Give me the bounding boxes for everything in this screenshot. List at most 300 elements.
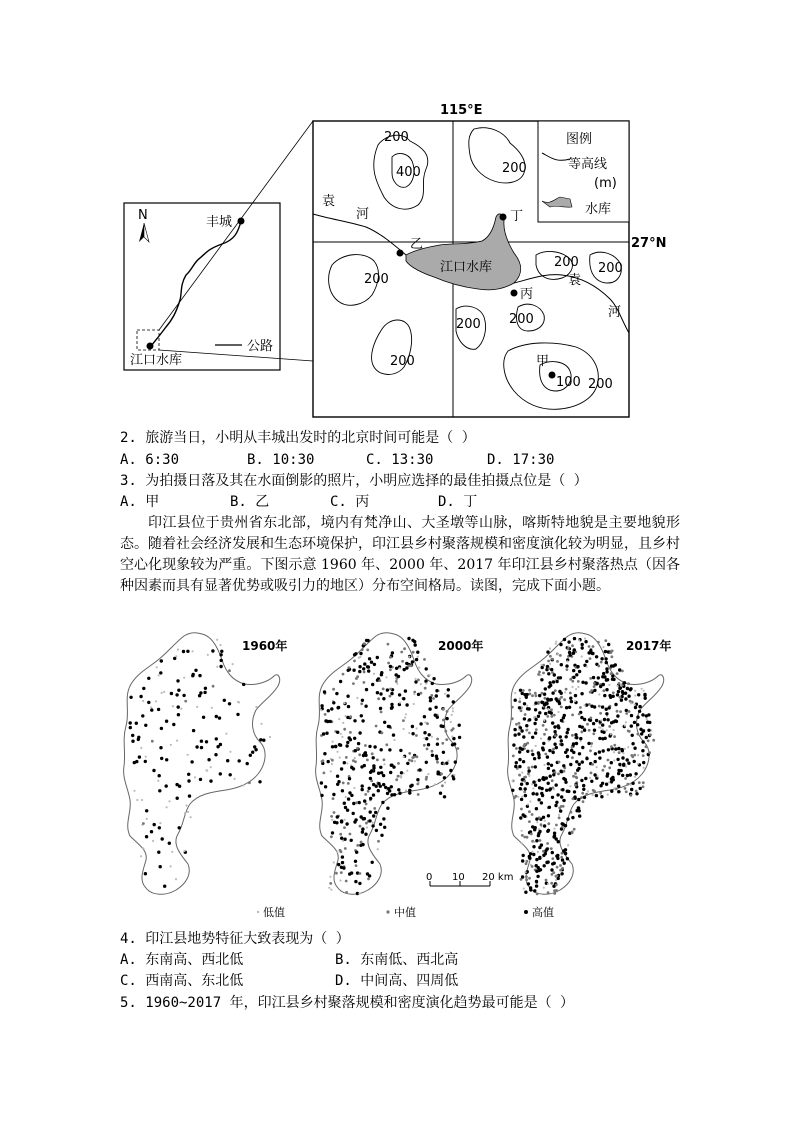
settlement-dot bbox=[375, 785, 378, 788]
settlement-dot bbox=[322, 732, 325, 735]
settlement-dot bbox=[215, 715, 218, 718]
settlement-dot bbox=[589, 657, 592, 660]
settlement-dot bbox=[533, 841, 535, 843]
settlement-dot bbox=[571, 734, 574, 737]
settlement-dot bbox=[405, 713, 407, 715]
settlement-dot bbox=[225, 733, 227, 735]
settlement-dot bbox=[190, 816, 192, 818]
settlement-dot bbox=[638, 781, 641, 784]
settlement-dot bbox=[580, 779, 583, 782]
settlement-dot bbox=[380, 771, 383, 774]
settlement-dot bbox=[649, 733, 652, 736]
settlement-dot bbox=[411, 759, 414, 762]
settlement-dot bbox=[592, 676, 595, 679]
settlement-dot bbox=[553, 828, 555, 830]
north-arrow-icon bbox=[139, 223, 149, 242]
settlement-dot bbox=[338, 743, 341, 746]
settlement-dot bbox=[389, 668, 392, 671]
settlement-dot bbox=[332, 793, 335, 796]
settlement-dot bbox=[624, 725, 626, 727]
settlement-dot bbox=[630, 788, 633, 791]
settlement-dot bbox=[411, 732, 414, 735]
question-2-option-b[interactable]: B. 10:30 bbox=[247, 452, 315, 468]
settlement-dot bbox=[336, 851, 338, 853]
settlement-dot bbox=[595, 719, 598, 722]
settlement-dot bbox=[563, 770, 566, 773]
settlement-dot bbox=[401, 660, 404, 663]
settlement-dot bbox=[594, 760, 597, 763]
settlement-dot bbox=[543, 764, 545, 766]
settlement-dot bbox=[374, 811, 377, 814]
settlement-dot bbox=[547, 708, 549, 710]
settlement-dot bbox=[405, 790, 407, 792]
settlement-dot bbox=[600, 661, 603, 664]
settlement-dot bbox=[383, 758, 386, 761]
settlement-dot bbox=[528, 718, 531, 721]
settlement-dot bbox=[328, 887, 330, 889]
settlement-dot bbox=[538, 711, 541, 714]
settlement-dot bbox=[423, 715, 426, 718]
settlement-dot bbox=[553, 725, 556, 728]
settlement-dot bbox=[371, 683, 374, 686]
settlement-dot bbox=[359, 872, 362, 875]
settlement-dot bbox=[541, 856, 543, 858]
contour-label: 200 bbox=[456, 317, 481, 332]
settlement-dot bbox=[621, 756, 624, 759]
settlement-dot bbox=[349, 731, 352, 734]
settlement-dot bbox=[544, 712, 547, 715]
point-yi-label: 乙 bbox=[410, 237, 424, 252]
settlement-dot bbox=[403, 728, 405, 730]
contour-label: 200 bbox=[364, 272, 389, 287]
settlement-dot bbox=[592, 722, 595, 725]
settlement-dot bbox=[160, 727, 163, 730]
settlement-dot bbox=[557, 840, 560, 843]
settlement-dot bbox=[618, 668, 621, 671]
settlement-dot bbox=[142, 822, 145, 825]
settlement-dot bbox=[642, 754, 645, 757]
settlement-dot bbox=[580, 692, 583, 695]
settlement-dot bbox=[347, 797, 350, 800]
settlement-dot bbox=[518, 750, 521, 753]
settlement-dot bbox=[356, 697, 358, 699]
question-2-option-a[interactable]: A. 6:30 bbox=[120, 452, 180, 468]
settlement-dot bbox=[531, 766, 534, 769]
settlement-dot bbox=[555, 783, 558, 786]
settlement-dot bbox=[341, 789, 344, 792]
settlement-dot bbox=[386, 807, 389, 810]
settlement-dot bbox=[540, 738, 542, 740]
settlement-dot bbox=[547, 672, 550, 675]
settlement-dot bbox=[336, 731, 339, 734]
question-2-option-c[interactable]: C. 13:30 bbox=[366, 452, 434, 468]
settlement-dot bbox=[340, 871, 343, 874]
settlement-dot bbox=[534, 708, 537, 711]
settlement-dot bbox=[567, 640, 570, 643]
settlement-dot bbox=[563, 638, 566, 641]
settlement-dot bbox=[583, 729, 586, 732]
settlement-dot bbox=[372, 822, 374, 824]
settlement-dot bbox=[517, 732, 520, 735]
settlement-dot bbox=[531, 694, 534, 697]
settlement-dot bbox=[553, 673, 556, 676]
year-label-1960: 1960年 bbox=[242, 639, 288, 653]
settlement-dot bbox=[631, 734, 634, 737]
settlement-dot bbox=[637, 733, 640, 736]
settlement-dot bbox=[525, 871, 527, 873]
settlement-dot bbox=[635, 792, 638, 795]
settlement-dot bbox=[527, 766, 530, 769]
settlement-dot bbox=[546, 842, 549, 845]
settlement-dot bbox=[413, 691, 416, 694]
settlement-dot bbox=[575, 688, 577, 690]
settlement-dot bbox=[596, 766, 598, 768]
settlement-dot bbox=[379, 785, 382, 788]
settlement-dot bbox=[574, 700, 576, 702]
north-label: N bbox=[138, 208, 148, 223]
question-3-option-a[interactable]: A. 甲 bbox=[120, 494, 160, 510]
settlement-dot bbox=[242, 683, 245, 686]
settlement-dot bbox=[379, 707, 382, 710]
settlement-dot bbox=[534, 692, 537, 695]
settlement-dot bbox=[337, 706, 340, 709]
settlement-dot bbox=[435, 689, 438, 692]
settlement-dot bbox=[390, 764, 393, 767]
settlement-dot bbox=[552, 773, 555, 776]
settlement-dot bbox=[556, 857, 559, 860]
settlement-dot bbox=[363, 799, 366, 802]
settlement-dot bbox=[555, 801, 558, 804]
settlement-dot bbox=[443, 776, 446, 779]
settlement-dot bbox=[550, 847, 553, 850]
settlement-dot bbox=[216, 666, 218, 668]
settlement-dot bbox=[592, 645, 595, 648]
settlement-dot bbox=[170, 692, 173, 695]
question-4-option-b[interactable]: B. 东南低、西北高 bbox=[335, 952, 459, 968]
settlement-dot bbox=[617, 790, 620, 793]
settlement-dot bbox=[372, 793, 375, 796]
settlement-dot bbox=[343, 761, 346, 764]
settlement-dot bbox=[523, 815, 526, 818]
settlement-dot bbox=[384, 786, 387, 789]
settlement-dot bbox=[520, 729, 523, 732]
settlement-dot bbox=[395, 778, 398, 781]
settlement-dot bbox=[535, 745, 537, 747]
settlement-dot bbox=[141, 799, 143, 801]
settlement-dot bbox=[203, 691, 206, 694]
settlement-dot bbox=[629, 773, 632, 776]
settlement-dot bbox=[255, 706, 257, 708]
settlement-dot bbox=[408, 732, 410, 734]
settlement-dot bbox=[361, 784, 364, 787]
settlement-dot bbox=[439, 792, 442, 795]
settlement-dot bbox=[136, 799, 138, 801]
question-4-option-c[interactable]: C. 西南高、东北低 bbox=[120, 973, 244, 989]
settlement-dot bbox=[558, 814, 560, 816]
settlement-dot bbox=[613, 751, 615, 753]
road-line bbox=[151, 221, 241, 346]
settlement-dot bbox=[636, 723, 639, 726]
settlement-dot bbox=[360, 765, 363, 768]
contour-label: 200 bbox=[502, 161, 527, 176]
settlement-dot bbox=[602, 728, 604, 730]
settlement-dot bbox=[636, 716, 639, 719]
settlement-dot bbox=[370, 769, 373, 772]
settlement-dot bbox=[535, 817, 538, 820]
settlement-dot bbox=[340, 733, 342, 735]
settlement-dot bbox=[593, 682, 596, 685]
settlement-dot bbox=[589, 677, 592, 680]
settlement-dot bbox=[434, 706, 437, 709]
settlement-dot bbox=[337, 863, 340, 866]
settlement-dot bbox=[511, 717, 514, 720]
settlement-dot bbox=[340, 837, 343, 840]
settlement-dot bbox=[611, 776, 614, 779]
settlement-dot bbox=[559, 809, 562, 812]
settlement-dot bbox=[570, 811, 573, 814]
settlement-dot bbox=[163, 885, 166, 888]
settlement-dot bbox=[372, 814, 375, 817]
settlement-dot bbox=[527, 803, 529, 805]
question-3-option-b[interactable]: B. 乙 bbox=[230, 494, 270, 510]
settlement-dot bbox=[142, 847, 144, 849]
settlement-dot bbox=[630, 784, 632, 786]
settlement-dot bbox=[348, 666, 351, 669]
settlement-dot bbox=[242, 784, 244, 786]
settlement-dot bbox=[607, 748, 610, 751]
settlement-dot bbox=[527, 772, 530, 775]
settlement-dot bbox=[572, 652, 575, 655]
settlement-dot bbox=[356, 747, 359, 750]
settlement-dot bbox=[372, 766, 375, 769]
settlement-dot bbox=[610, 672, 613, 675]
settlement-dot bbox=[600, 719, 602, 721]
settlement-dot bbox=[643, 767, 645, 769]
settlement-dot bbox=[369, 810, 372, 813]
settlement-dot bbox=[146, 818, 148, 820]
settlement-dot bbox=[552, 871, 555, 874]
settlement-dot bbox=[192, 650, 194, 652]
settlement-dot bbox=[559, 770, 562, 773]
question-4-option-a[interactable]: A. 东南高、西北低 bbox=[120, 952, 244, 968]
settlement-dot bbox=[546, 860, 549, 863]
settlement-dot bbox=[403, 772, 405, 774]
settlement-dot bbox=[573, 795, 576, 798]
settlement-dot bbox=[592, 794, 594, 796]
settlement-dot bbox=[634, 690, 636, 692]
settlement-dot bbox=[617, 772, 620, 775]
settlement-dot bbox=[382, 783, 385, 786]
point-bing-label: 丙 bbox=[520, 287, 534, 302]
settlement-dot bbox=[549, 787, 552, 790]
settlement-dot bbox=[358, 882, 361, 885]
settlement-dot bbox=[442, 708, 445, 711]
settlement-dot bbox=[616, 693, 619, 696]
settlement-dot bbox=[563, 698, 566, 701]
settlement-dot bbox=[440, 724, 443, 727]
settlement-dot bbox=[515, 747, 518, 750]
settlement-dot bbox=[581, 646, 584, 649]
settlement-dot bbox=[341, 736, 343, 738]
question-3-option-c[interactable]: C. 丙 bbox=[330, 494, 370, 510]
settlement-dot bbox=[560, 743, 563, 746]
settlement-dot bbox=[408, 752, 411, 755]
settlement-dot bbox=[390, 793, 393, 796]
settlement-dot bbox=[641, 730, 644, 733]
settlement-dot bbox=[580, 716, 583, 719]
settlement-dot bbox=[604, 657, 607, 660]
settlement-dot bbox=[520, 808, 523, 811]
settlement-dot bbox=[175, 783, 178, 786]
settlement-dot bbox=[610, 790, 613, 793]
settlement-dot bbox=[535, 884, 538, 887]
settlement-dot bbox=[598, 693, 600, 695]
settlement-dot bbox=[591, 652, 594, 655]
settlement-dot bbox=[352, 682, 355, 685]
settlement-dot bbox=[540, 843, 543, 846]
year-label-2017: 2017年 bbox=[626, 639, 672, 653]
settlement-dot bbox=[524, 787, 527, 790]
settlement-dot bbox=[440, 773, 443, 776]
settlement-dot bbox=[538, 856, 541, 859]
settlement-dot bbox=[158, 789, 161, 792]
settlement-dot bbox=[382, 774, 385, 777]
settlement-dot bbox=[170, 744, 172, 746]
settlement-dot bbox=[451, 743, 454, 746]
settlement-dot bbox=[590, 742, 593, 745]
settlement-dot bbox=[331, 831, 334, 834]
settlement-dot bbox=[452, 777, 455, 780]
settlement-dot bbox=[363, 662, 366, 665]
reservoir-map-figure bbox=[110, 95, 670, 425]
settlement-dot bbox=[344, 806, 347, 809]
settlement-dot bbox=[555, 680, 558, 683]
settlement-dot bbox=[619, 696, 622, 699]
settlement-dot bbox=[570, 700, 573, 703]
settlement-dot bbox=[614, 747, 617, 750]
settlement-dot bbox=[363, 671, 366, 674]
settlement-dot bbox=[560, 692, 563, 695]
settlement-dot bbox=[249, 754, 252, 757]
settlement-dot bbox=[547, 762, 550, 765]
settlement-dot bbox=[618, 751, 621, 754]
settlement-dot bbox=[572, 676, 575, 679]
settlement-dot bbox=[385, 743, 388, 746]
settlement-dot bbox=[556, 660, 559, 663]
settlement-dot bbox=[387, 787, 390, 790]
settlement-dot bbox=[344, 847, 347, 850]
settlement-dot bbox=[554, 734, 557, 737]
settlement-dot bbox=[330, 835, 333, 838]
settlement-dot bbox=[366, 665, 369, 668]
settlement-dot bbox=[341, 855, 344, 858]
question-4-option-d[interactable]: D. 中间高、四周低 bbox=[335, 973, 459, 989]
settlement-dot bbox=[425, 682, 427, 684]
settlement-dot bbox=[349, 738, 352, 741]
settlement-dot bbox=[613, 787, 615, 789]
settlement-dot bbox=[379, 766, 382, 769]
settlement-dot bbox=[150, 706, 152, 708]
settlement-dot bbox=[355, 801, 358, 804]
settlement-dot bbox=[606, 729, 608, 731]
settlement-dot bbox=[624, 777, 627, 780]
settlement-dot bbox=[446, 694, 449, 697]
settlement-dot bbox=[646, 721, 649, 724]
settlement-dot bbox=[450, 729, 453, 732]
settlement-dot bbox=[555, 824, 558, 827]
settlement-dot bbox=[598, 737, 601, 740]
settlement-dot bbox=[602, 672, 605, 675]
settlement-dot bbox=[135, 760, 138, 763]
settlement-dot bbox=[518, 722, 521, 725]
settlement-dot bbox=[345, 891, 348, 894]
settlement-dot bbox=[336, 783, 339, 786]
settlement-dot bbox=[190, 760, 193, 763]
settlement-dot bbox=[618, 763, 621, 766]
settlement-dot bbox=[569, 697, 572, 700]
settlement-dot bbox=[355, 851, 358, 854]
settlement-dot bbox=[320, 794, 323, 797]
settlement-dot bbox=[543, 720, 545, 722]
settlement-dot bbox=[593, 773, 596, 776]
legend-low-dot bbox=[257, 911, 259, 913]
settlement-dot bbox=[219, 653, 222, 656]
settlement-dot bbox=[543, 864, 546, 867]
settlement-dot bbox=[405, 703, 408, 706]
settlement-dot bbox=[642, 785, 645, 788]
settlement-dot bbox=[596, 682, 599, 685]
settlement-dot bbox=[342, 673, 345, 676]
settlement-dot bbox=[581, 655, 583, 657]
settlement-dot bbox=[445, 738, 448, 741]
settlement-dot bbox=[367, 790, 370, 793]
settlement-dot bbox=[346, 809, 349, 812]
settlement-dot bbox=[584, 638, 586, 640]
question-2-option-d[interactable]: D. 17:30 bbox=[487, 452, 555, 468]
settlement-dot bbox=[364, 705, 367, 708]
settlement-dot bbox=[358, 801, 361, 804]
settlement-dot bbox=[638, 705, 641, 708]
settlement-dot bbox=[631, 755, 634, 758]
settlement-dot bbox=[531, 749, 534, 752]
settlement-dot bbox=[532, 792, 535, 795]
settlement-dot bbox=[531, 753, 534, 756]
settlement-dot bbox=[359, 825, 362, 828]
settlement-dot bbox=[602, 646, 604, 648]
settlement-dot bbox=[186, 804, 188, 806]
settlement-dot bbox=[361, 830, 364, 833]
settlement-dot bbox=[377, 772, 380, 775]
settlement-dot bbox=[542, 816, 545, 819]
settlement-dot bbox=[548, 667, 551, 670]
settlement-dot bbox=[389, 771, 392, 774]
settlement-dot bbox=[432, 677, 435, 680]
settlement-dot bbox=[642, 781, 645, 784]
question-3-option-d[interactable]: D. 丁 bbox=[438, 494, 478, 510]
settlement-dot bbox=[627, 695, 630, 698]
settlement-dot bbox=[630, 702, 632, 704]
settlement-dot bbox=[379, 692, 382, 695]
settlement-dot bbox=[196, 706, 198, 708]
settlement-dot bbox=[129, 721, 132, 724]
settlement-dot bbox=[238, 759, 241, 762]
settlement-dot bbox=[362, 817, 365, 820]
settlement-dot bbox=[599, 685, 602, 688]
settlement-dot bbox=[364, 793, 367, 796]
settlement-dot bbox=[380, 673, 383, 676]
settlement-dot bbox=[619, 710, 622, 713]
settlement-dot bbox=[576, 665, 579, 668]
